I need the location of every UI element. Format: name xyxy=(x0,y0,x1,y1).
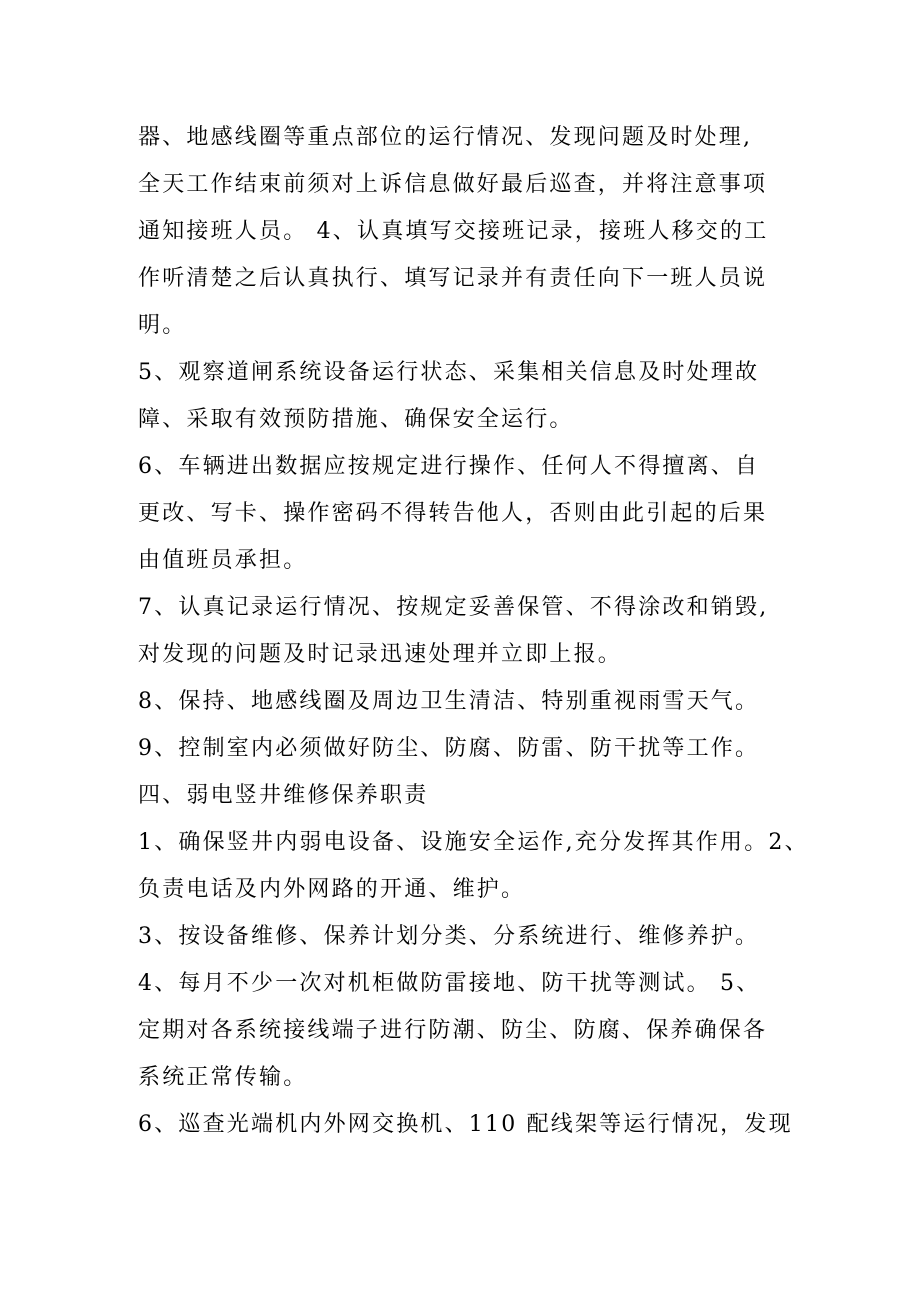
text-line: 7、认真记录运行情况、按规定妥善保管、不得涂改和销毁, xyxy=(138,595,769,620)
text-line: 由值班员承担。 xyxy=(138,548,308,573)
text-line: 6、车辆进出数据应按规定进行操作、任何人不得擅离、自 xyxy=(138,454,760,479)
section-heading: 四、弱电竖井维修保养职责 xyxy=(138,783,429,808)
document-body xyxy=(138,114,809,1148)
text-line: 1、确保竖井内弱电设备、设施安全运作,充分发挥其作用。2、 xyxy=(138,830,809,855)
text-line: 系统正常传输。 xyxy=(138,1065,308,1090)
text-line: 5、观察道闸系统设备运行状态、采集相关信息及时处理故 xyxy=(138,360,760,385)
text-line: 更改、写卡、操作密码不得转告他人，否则由此引起的后果 xyxy=(138,501,768,526)
text-line: 通知接班人员。 4、认真填写交接班记录，接班人移交的工 xyxy=(138,219,769,244)
text-line: 定期对各系统接线端子进行防潮、防尘、防腐、保养确保各 xyxy=(138,1018,768,1043)
text-line: 4、每月不少一次对机柜做防雷接地、防干扰等测试。 5、 xyxy=(138,971,761,996)
text-line: 全天工作结束前须对上诉信息做好最后巡查，并将注意事项 xyxy=(138,172,768,197)
text-line: 负责电话及内外网路的开通、维护。 xyxy=(138,877,526,902)
text-line: 8、保持、地感线圈及周边卫生清洁、特别重视雨雪天气。 xyxy=(138,689,760,714)
text-line: 9、控制室内必须做好防尘、防腐、防雷、防干扰等工作。 xyxy=(138,736,760,761)
text-line: 作听清楚之后认真执行、填写记录并有责任向下一班人员说 xyxy=(138,266,768,291)
text-line: 障、采取有效预防措施、确保安全运行。 xyxy=(138,407,574,432)
text-line: 器、地感线圈等重点部位的运行情况、发现问题及时处理, xyxy=(138,125,753,150)
text-line: 3、按设备维修、保养计划分类、分系统进行、维修养护。 xyxy=(138,924,760,949)
text-line: 6、巡查光端机内外网交换机、110 配线架等运行情况，发现 xyxy=(138,1112,793,1137)
text-line: 明。 xyxy=(138,313,187,338)
text-line: 对发现的问题及时记录迅速处理并立即上报。 xyxy=(138,642,623,667)
